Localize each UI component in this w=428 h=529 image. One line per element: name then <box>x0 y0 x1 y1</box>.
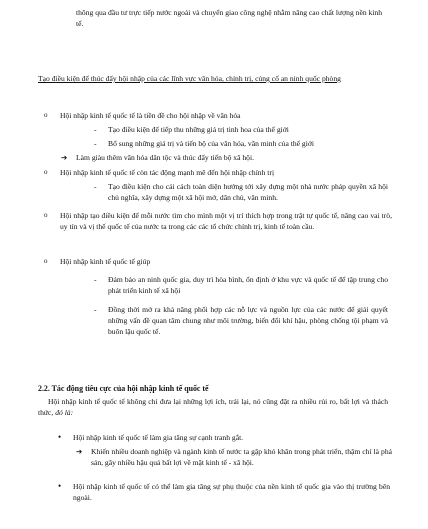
arrow-item <box>61 152 391 163</box>
sub-list-item <box>94 138 388 149</box>
circle-bullet-icon: o <box>44 168 48 176</box>
intro-paragraph <box>38 396 388 418</box>
dot-bullet-icon: • <box>58 481 62 491</box>
intro-paragraph-text: Hội nhập kinh tế quốc tế không chỉ đưa lại những lợi ích, trái lại, nó cũng đặt ra nhiều rủi ro, bất lợi và thách thức, <box>38 397 388 418</box>
list-item-text: Hội nhập kinh tế quốc tế làm gia tăng sự cạnh tranh gắt. <box>73 433 244 442</box>
sub-list-item-text: Tạo điều kiện cho cải cách toàn diện hướng tới xây dựng một nhà nước pháp quyền xã hội chủ nghĩa, xây dựng một xã hội mở, dân chủ, văn minh. <box>108 182 388 203</box>
list-item-text: Hội nhập kinh tế quốc tế có thể làm gia tăng sự phụ thuộc của nền kinh tế quốc gia vào thị trường bên ngoài. <box>73 482 390 503</box>
sub-list-item <box>94 304 388 338</box>
list-item-text: Hội nhập tạo điều kiện để mỗi nước tìm cho mình một vị trí thích hợp trong trật tự quốc tế, nâng cao vai trò, uy tín và vị thế quốc tế của nước ta trong các các tổ chức chính trị, kinh tế toàn cầu. <box>60 211 392 232</box>
circle-bullet-icon: o <box>44 211 48 219</box>
intro-paragraph-emphasis: đó là: <box>55 408 74 418</box>
list-item-text: Hội nhập kinh tế quốc tế còn tác động mạnh mẽ đến hội nhập chính trị <box>60 168 275 177</box>
dash-bullet-icon: - <box>94 275 97 284</box>
list-item-text: Hội nhập kinh tế quốc tế giúp <box>60 257 151 266</box>
list-item <box>44 110 392 121</box>
sub-list-item <box>94 274 388 296</box>
sub-list-item <box>94 124 388 135</box>
section-heading: 2.2. Tác động tiêu cực của hội nhập kinh tế quốc tế <box>38 384 209 393</box>
sub-list-item-text: Tạo điều kiện để tiếp thu những giá trị tinh hoa của thế giới <box>108 125 289 134</box>
list-item <box>58 481 390 503</box>
dash-bullet-icon: - <box>94 125 97 134</box>
arrow-item <box>76 446 392 468</box>
list-item-text: Hội nhập kinh tế quốc tế là tiền đề cho hội nhập về văn hóa <box>60 111 241 120</box>
sub-list-item-text: Đồng thời mở ra khả năng phối hợp các nỗ lực và nguồn lực của các nước để giải quyết những vấn đề quan tâm chung như môi trường, biến đổi khí hậu, phòng chống tội phạm và buôn lậu quốc tế. <box>108 305 388 337</box>
dash-bullet-icon: - <box>94 305 97 314</box>
section-title: Tạo điều kiện để thúc đẩy hội nhập của các lĩnh vực văn hóa, chính trị, củng cố an ninh quốc phòng <box>38 74 341 83</box>
arrow-right-icon: ➔ <box>61 153 68 162</box>
arrow-item-text: Làm giàu thêm văn hóa dân tộc và thúc đẩy tiến bộ xã hội. <box>76 153 254 162</box>
circle-bullet-icon: o <box>44 257 48 265</box>
dot-bullet-icon: • <box>58 432 62 442</box>
arrow-right-icon: ➔ <box>76 447 83 456</box>
dash-bullet-icon: - <box>94 139 97 148</box>
continuation-paragraph: thông qua đầu tư trực tiếp nước ngoài và chuyển giao công nghệ nhằm nâng cao chất lượng nền kinh tế. <box>76 8 383 29</box>
sub-list-item-text: Đảm bảo an ninh quốc gia, duy trì hòa bình, ổn định ở khu vực và quốc tế để tập trung cho phát triển kinh tế xã hội <box>108 275 388 296</box>
list-item <box>44 167 392 178</box>
list-item <box>58 432 390 443</box>
list-item <box>44 256 392 267</box>
sub-list-item-text: Bổ sung những giá trị và tiến bộ của văn hóa, văn minh của thế giới <box>108 139 314 148</box>
sub-list-item <box>94 181 388 203</box>
dash-bullet-icon: - <box>94 182 97 191</box>
circle-bullet-icon: o <box>44 111 48 119</box>
arrow-item-text: Khiến nhiều doanh nghiệp và ngành kinh tế nước ta gặp khó khăn trong phát triển, thậm chí là phá sản, gây nhiều hậu quả bất lợi về mặt kinh tế - xã hội. <box>91 447 392 468</box>
list-item <box>44 210 392 232</box>
